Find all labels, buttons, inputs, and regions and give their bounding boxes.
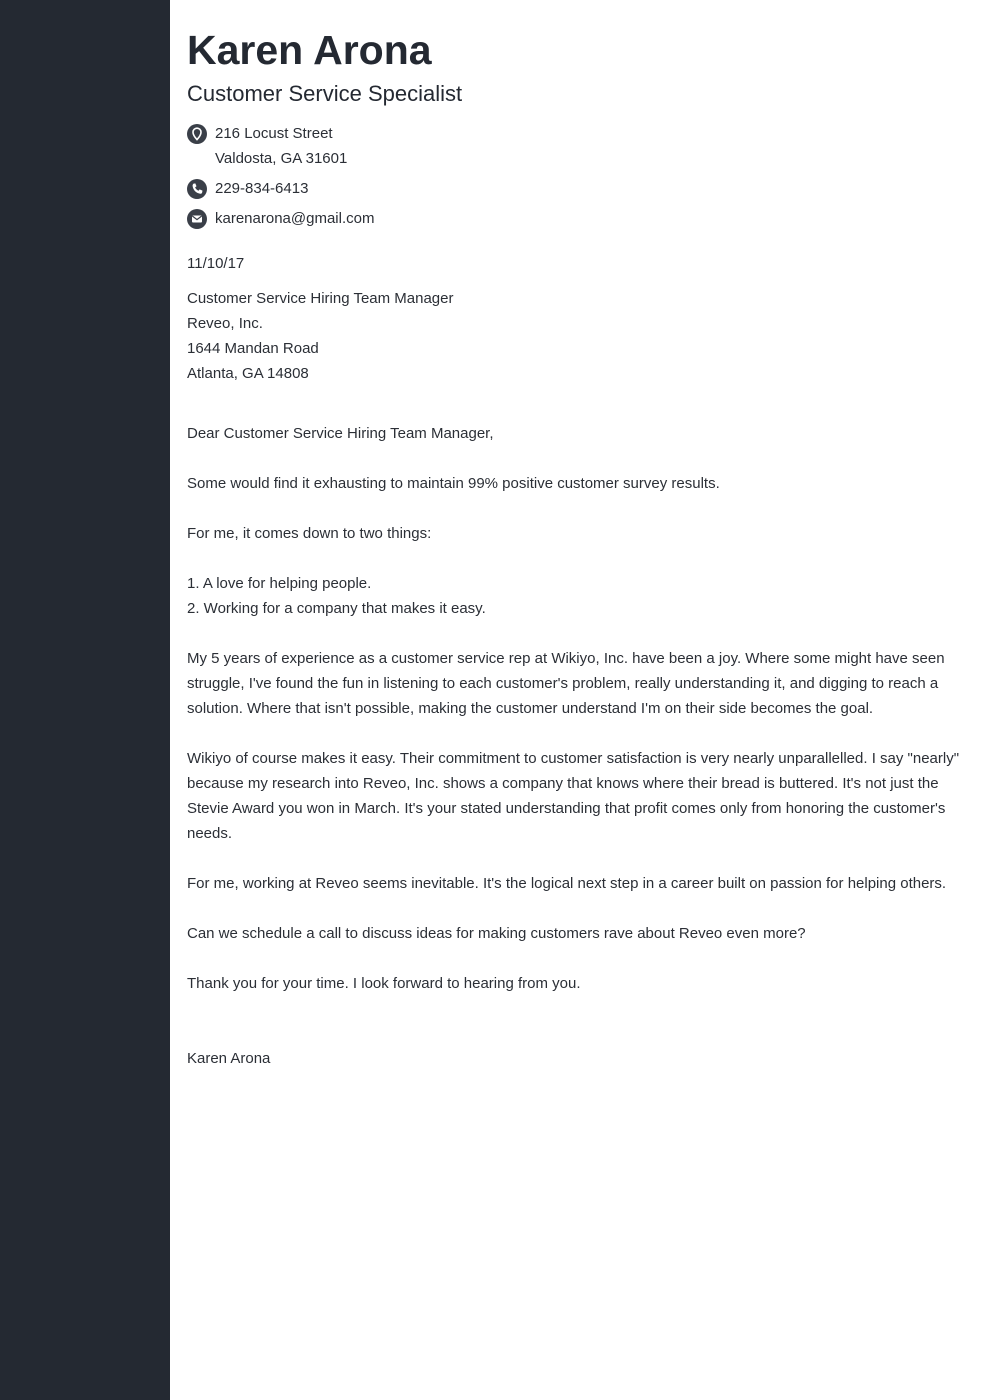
contact-phone <box>187 176 308 201</box>
letter-date <box>187 251 967 276</box>
list-item: 1. A love for helping people. <box>187 575 372 592</box>
paragraph-7: Thank you for your time. I look forward to hearing from you. <box>187 975 581 992</box>
address-line-1: 216 Locust Street <box>215 125 333 142</box>
phone-number: 229-834-6413 <box>215 180 309 197</box>
paragraph-2: For me, it comes down to two things: <box>187 525 432 542</box>
phone-icon <box>187 179 207 199</box>
envelope-icon <box>187 209 207 229</box>
sidebar-panel <box>0 0 170 1400</box>
salutation: Dear Customer Service Hiring Team Manager, <box>187 425 494 442</box>
numbered-list <box>187 571 967 621</box>
recipient-block <box>187 286 967 386</box>
location-pin-icon <box>187 124 207 144</box>
paragraph-6: Can we schedule a call to discuss ideas for making customers rave about Reveo even more? <box>187 925 806 942</box>
paragraph-4: Wikiyo of course makes it easy. Their commitment to customer satisfaction is very nearly unparallelled. I say "nearly" because my research into Reveo, Inc. shows a company that knows where their bread is buttered. It's not just the Stevie Award you won in March. It's your stated understanding that profit comes only from honoring the customer's needs. <box>187 750 960 842</box>
recipient-line-3: 1644 Mandan Road <box>187 340 319 357</box>
email-address: karenarona@gmail.com <box>215 210 375 227</box>
paragraph-5: For me, working at Reveo seems inevitable. It's the logical next step in a career built on passion for helping others. <box>187 875 947 892</box>
paragraph-1: Some would find it exhausting to maintain 99% positive customer survey results. <box>187 475 720 492</box>
contact-email <box>187 206 374 231</box>
recipient-line-2: Reveo, Inc. <box>187 315 263 332</box>
date-text: 11/10/17 <box>187 255 245 272</box>
address-line-2: Valdosta, GA 31601 <box>215 150 348 167</box>
applicant-name: Karen Arona <box>187 27 432 73</box>
contact-address <box>187 121 347 171</box>
recipient-line-4: Atlanta, GA 14808 <box>187 365 309 382</box>
paragraph-3: My 5 years of experience as a customer service rep at Wikiyo, Inc. have been a joy. Where some might have seen struggle, I've found the fun in listening to each customer's problem, really understanding it, and digging to reach a solution. Where that isn't possible, making the customer understand I'm on their side becomes the goal. <box>187 650 945 717</box>
signature: Karen Arona <box>187 1050 271 1067</box>
recipient-line-1: Customer Service Hiring Team Manager <box>187 290 454 307</box>
applicant-job-title: Customer Service Specialist <box>187 81 463 106</box>
list-item: 2. Working for a company that makes it easy. <box>187 600 486 617</box>
